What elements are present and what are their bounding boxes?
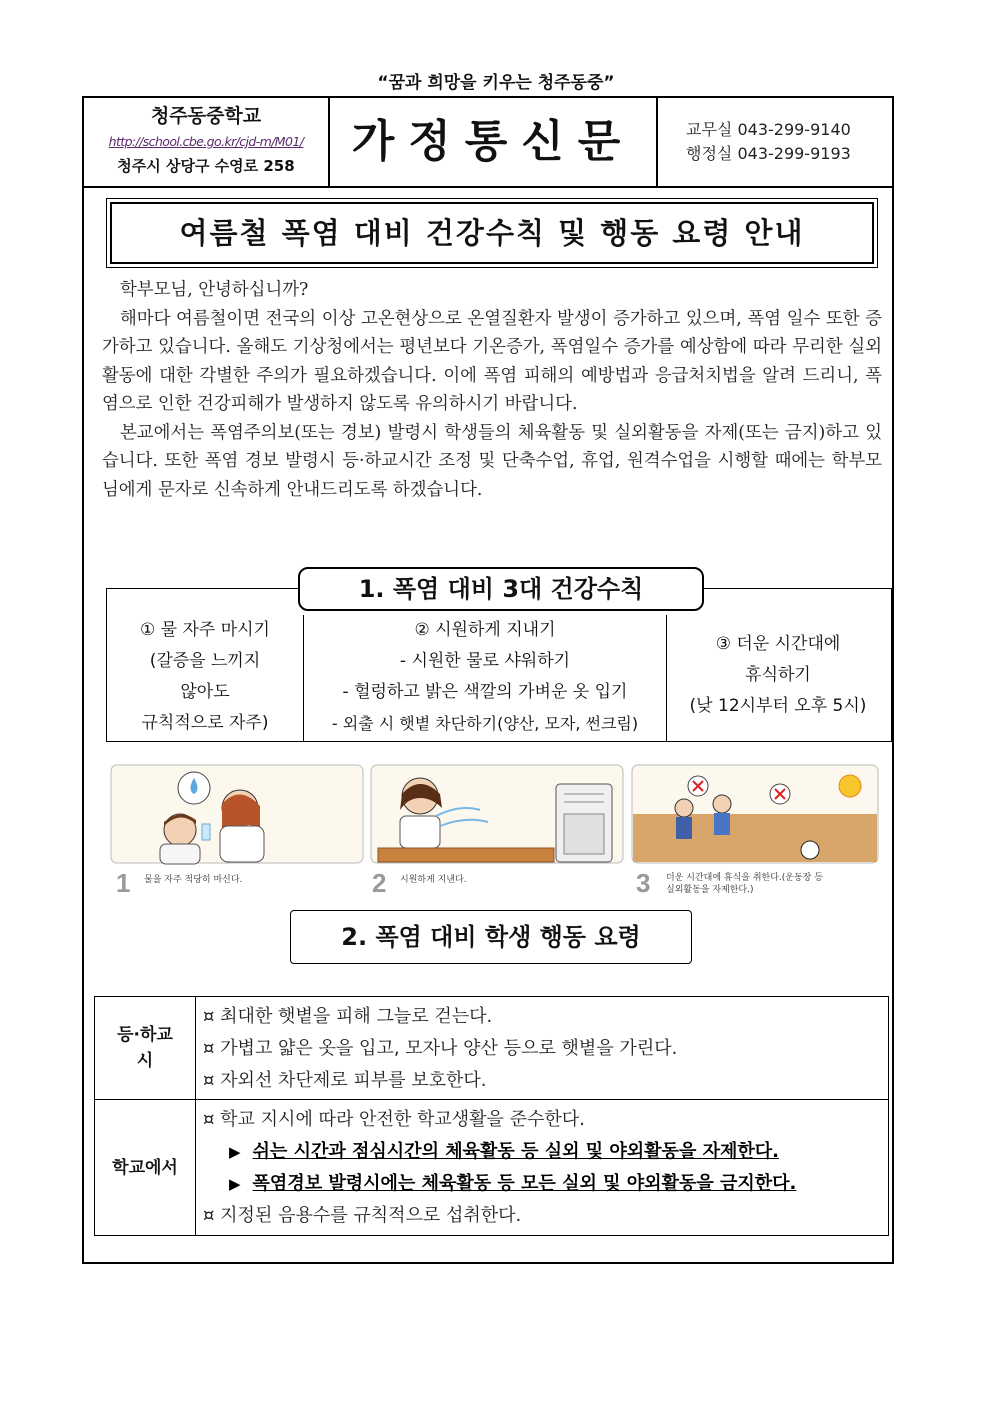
school-name: 청주동중학교: [150, 105, 262, 127]
illustration-stay-cool: [371, 765, 623, 863]
emphasis-text: 쉬는 시간과 점심시간의 체육활동 등 실외 및 야외활동을 자제한다.: [252, 1141, 779, 1162]
rule-1: [107, 615, 303, 741]
rule-1-line: 규칙적으로 자주): [141, 713, 269, 733]
phone-admin: 행정실 043-299-9193: [686, 144, 851, 163]
letter-body: [102, 276, 882, 504]
list-item: ¤ 지정된 음용수를 규칙적으로 섭취한다.: [203, 1205, 522, 1226]
rule-1-line: (갈증을 느끼지: [149, 651, 261, 671]
title-cell: [330, 98, 658, 186]
rule-2-line: - 헐렁하고 밝은 색깔의 가벼운 옷 입기: [342, 682, 628, 702]
illustration-caption: 실외활동을 자제한다.): [666, 885, 754, 895]
rule-2: [303, 615, 667, 741]
contact-info: [658, 98, 892, 186]
illustration-number: 1: [116, 868, 131, 898]
list-item-emphasis: [229, 1136, 796, 1168]
action-row-label: [95, 1100, 196, 1235]
triangle-right-icon: ▶: [229, 1175, 241, 1193]
section1-title: 1. 폭염 대비 3대 건강수칙: [298, 567, 704, 611]
illustration-number: 3: [636, 868, 651, 898]
newsletter-frame: [82, 96, 894, 1264]
paragraph-1: 해마다 여름철이면 전국의 이상 고온현상으로 온열질환자 발생이 증가하고 있으며, 폭염 일수 또한 증가하고 있습니다. 올해도 기상청에서는 평년보다 기온증가, 폭염일수 증가를 예상함에 따라 무리한 실외활동에 대한 각별한 주의가 필요하겠습니다. 이에 폭염 피해의 예방법과 응급처치법을 알려 드리니, 폭염으로 인한 건강피해가 발생하지 않도록 유의하시기 바랍니다.: [102, 308, 882, 414]
school-url-link[interactable]: http://school.cbe.go.kr/cjd-m/M01/: [108, 134, 304, 149]
list-item: ¤ 학교 지시에 따라 안전한 학교생활을 준수한다.: [203, 1109, 585, 1130]
list-item-emphasis: [229, 1168, 796, 1200]
illustration-number: 2: [372, 868, 387, 898]
list-item: ¤ 최대한 햇볕을 피해 그늘로 걷는다.: [203, 1006, 493, 1027]
rule-3-line: 휴식하기: [745, 665, 811, 685]
illustration-caption: 더운 시간대에 휴식을 취한다.(운동장 등: [666, 873, 823, 883]
action-row-label: [95, 997, 196, 1099]
illustration-caption: 물을 자주 적당히 마신다.: [144, 875, 243, 885]
school-address: 청주시 상당구 수영로 258: [117, 157, 295, 175]
action-list: [203, 1104, 796, 1232]
rule-2-line: - 외출 시 햇볕 차단하기(양산, 모자, 썬크림): [331, 714, 639, 733]
school-motto: “꿈과 희망을 키우는 청주동중”: [377, 73, 615, 93]
health-rules-table: [106, 588, 892, 742]
notice-title-box: [106, 198, 878, 268]
action-guide-table: [94, 996, 889, 1236]
rule-3: [665, 615, 891, 741]
paragraph-2: 본교에서는 폭염주의보(또는 경보) 발령시 학생들의 체육활동 및 실외활동을 자제(또는 금지)하고 있습니다. 또한 폭염 경보 발령시 등·하교시간 조정 및 단축수업, 휴업, 원격수업을 시행할 때에는 학부모님에게 문자로 신속하게 안내드리도록 하겠습니다.: [102, 422, 882, 500]
illustration-caption: 시원하게 지낸다.: [400, 875, 467, 885]
section2-title: 2. 폭염 대비 학생 행동 요령: [290, 910, 692, 964]
commute-label: 등·하교 시: [117, 1025, 173, 1071]
triangle-right-icon: ▶: [229, 1143, 241, 1161]
rule-1-line: 않아도: [180, 682, 230, 702]
phone-office: 교무실 043-299-9140: [686, 120, 851, 139]
illustration-rest-hot-hours: [632, 765, 878, 863]
action-list: [203, 1001, 677, 1097]
newsletter-title: 가정통신문: [351, 116, 635, 167]
action-row-commute: [95, 997, 888, 1100]
rule-3-line: (낮 12시부터 오후 5시): [689, 696, 867, 716]
greeting: 학부모님, 안녕하십니까?: [120, 280, 309, 300]
notice-title: 여름철 폭염 대비 건강수칙 및 행동 요령 안내: [110, 202, 874, 264]
emphasis-text: 폭염경보 발령시에는 체육활동 등 모든 실외 및 야외활동을 금지한다.: [252, 1173, 797, 1194]
rule-3-line: ③ 더운 시간대에: [715, 634, 841, 654]
rule-2-line: - 시원한 물로 샤워하기: [399, 651, 571, 671]
action-row-school: [95, 1100, 888, 1235]
school-info: [84, 98, 330, 186]
list-item: ¤ 가볍고 얇은 옷을 입고, 모자나 양산 등으로 햇볕을 가린다.: [203, 1038, 678, 1059]
header: [84, 98, 892, 188]
school-label: 학교에서: [112, 1157, 178, 1178]
health-rules-illustrations: [110, 764, 880, 914]
rule-1-line: ① 물 자주 마시기: [140, 620, 270, 640]
illustration-drink-water: [111, 765, 363, 864]
rule-2-line: ② 시원하게 지내기: [414, 620, 556, 640]
list-item: ¤ 자외선 차단제로 피부를 보호한다.: [203, 1070, 487, 1091]
